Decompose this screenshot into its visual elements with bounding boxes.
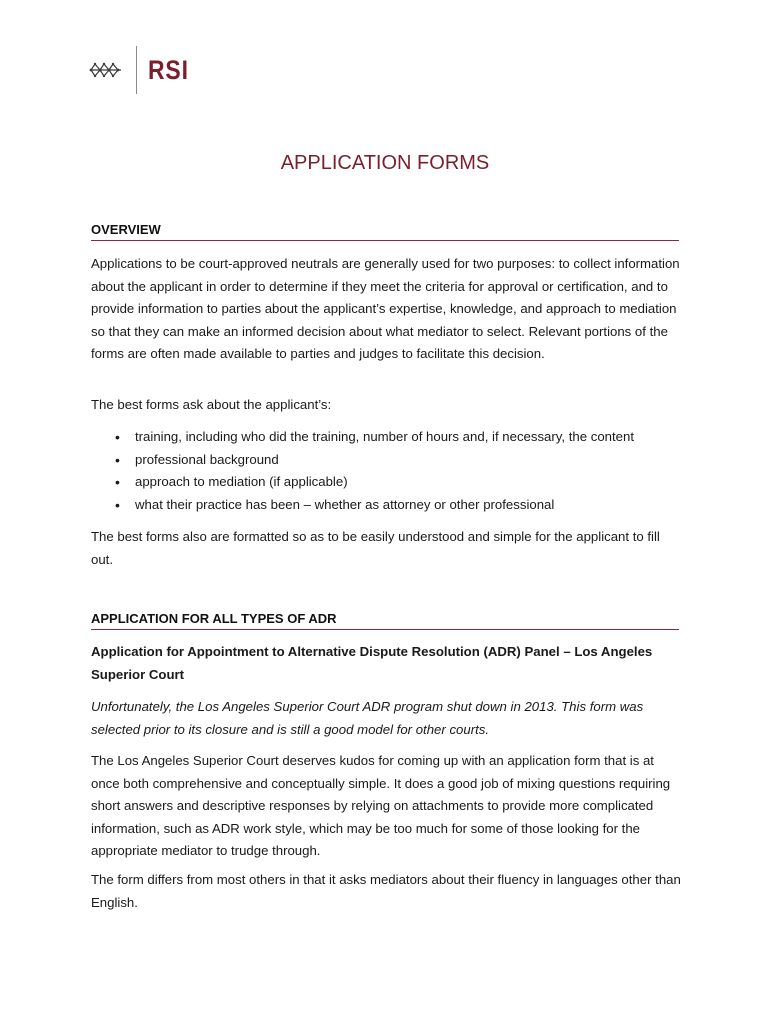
adr-italic-note: Unfortunately, the Los Angeles Superior Court ADR program shut down in 2013. This form was selected prior to its closure and is still a good model for other courts. [91, 699, 644, 737]
overview-heading: OVERVIEW [91, 222, 679, 241]
list-item: • approach to mediation (if applicable) [91, 471, 683, 494]
adr-subheading: Application for Appointment to Alternative Dispute Resolution (ADR) Panel – Los Angeles Superior Court [91, 644, 653, 682]
logo-divider [136, 46, 137, 94]
list-item: • professional background [91, 449, 683, 472]
list-item: • what their practice has been – whether as attorney or other professional [91, 494, 683, 517]
list-item: • training, including who did the training, number of hours and, if necessary, the content [91, 426, 683, 449]
page-title: APPLICATION FORMS [280, 152, 490, 174]
rsi-logo-mark-icon [88, 59, 124, 81]
rsi-logo [88, 46, 196, 94]
overview-paragraph-2: The best forms ask about the applicant’s: [91, 397, 332, 412]
adr-paragraph-2: The form differs from most others in that it asks mediators about their fluency in languages other than English. [91, 872, 681, 910]
overview-paragraph-1: Applications to be court-approved neutrals are generally used for two purposes: to collect information about the applicant in order to determine if they meet the criteria for approval or certification, and to provide information to parties about the applicant’s expertise, knowledge, and approach to mediation so that they can make an informed decision about what mediator to select. Relevant portions of the forms are often made available to parties and judges to facilitate this decision. [91, 256, 680, 361]
adr-section-heading: APPLICATION FOR ALL TYPES OF ADR [91, 611, 679, 630]
adr-paragraph-1: The Los Angeles Superior Court deserves kudos for coming up with an application form that is at once both comprehensive and conceptually simple. It does a good job of mixing questions requiring short answers and descriptive responses by relying on attachments to provide more complicated information, such as ADR work style, which may be too much for some of those looking for the appropriate mediator to trudge through. [91, 753, 671, 858]
overview-bullet-list [91, 426, 683, 516]
logo-text: RSI [148, 54, 189, 85]
overview-paragraph-3: The best forms also are formatted so as to be easily understood and simple for the applicant to fill out. [91, 529, 660, 567]
